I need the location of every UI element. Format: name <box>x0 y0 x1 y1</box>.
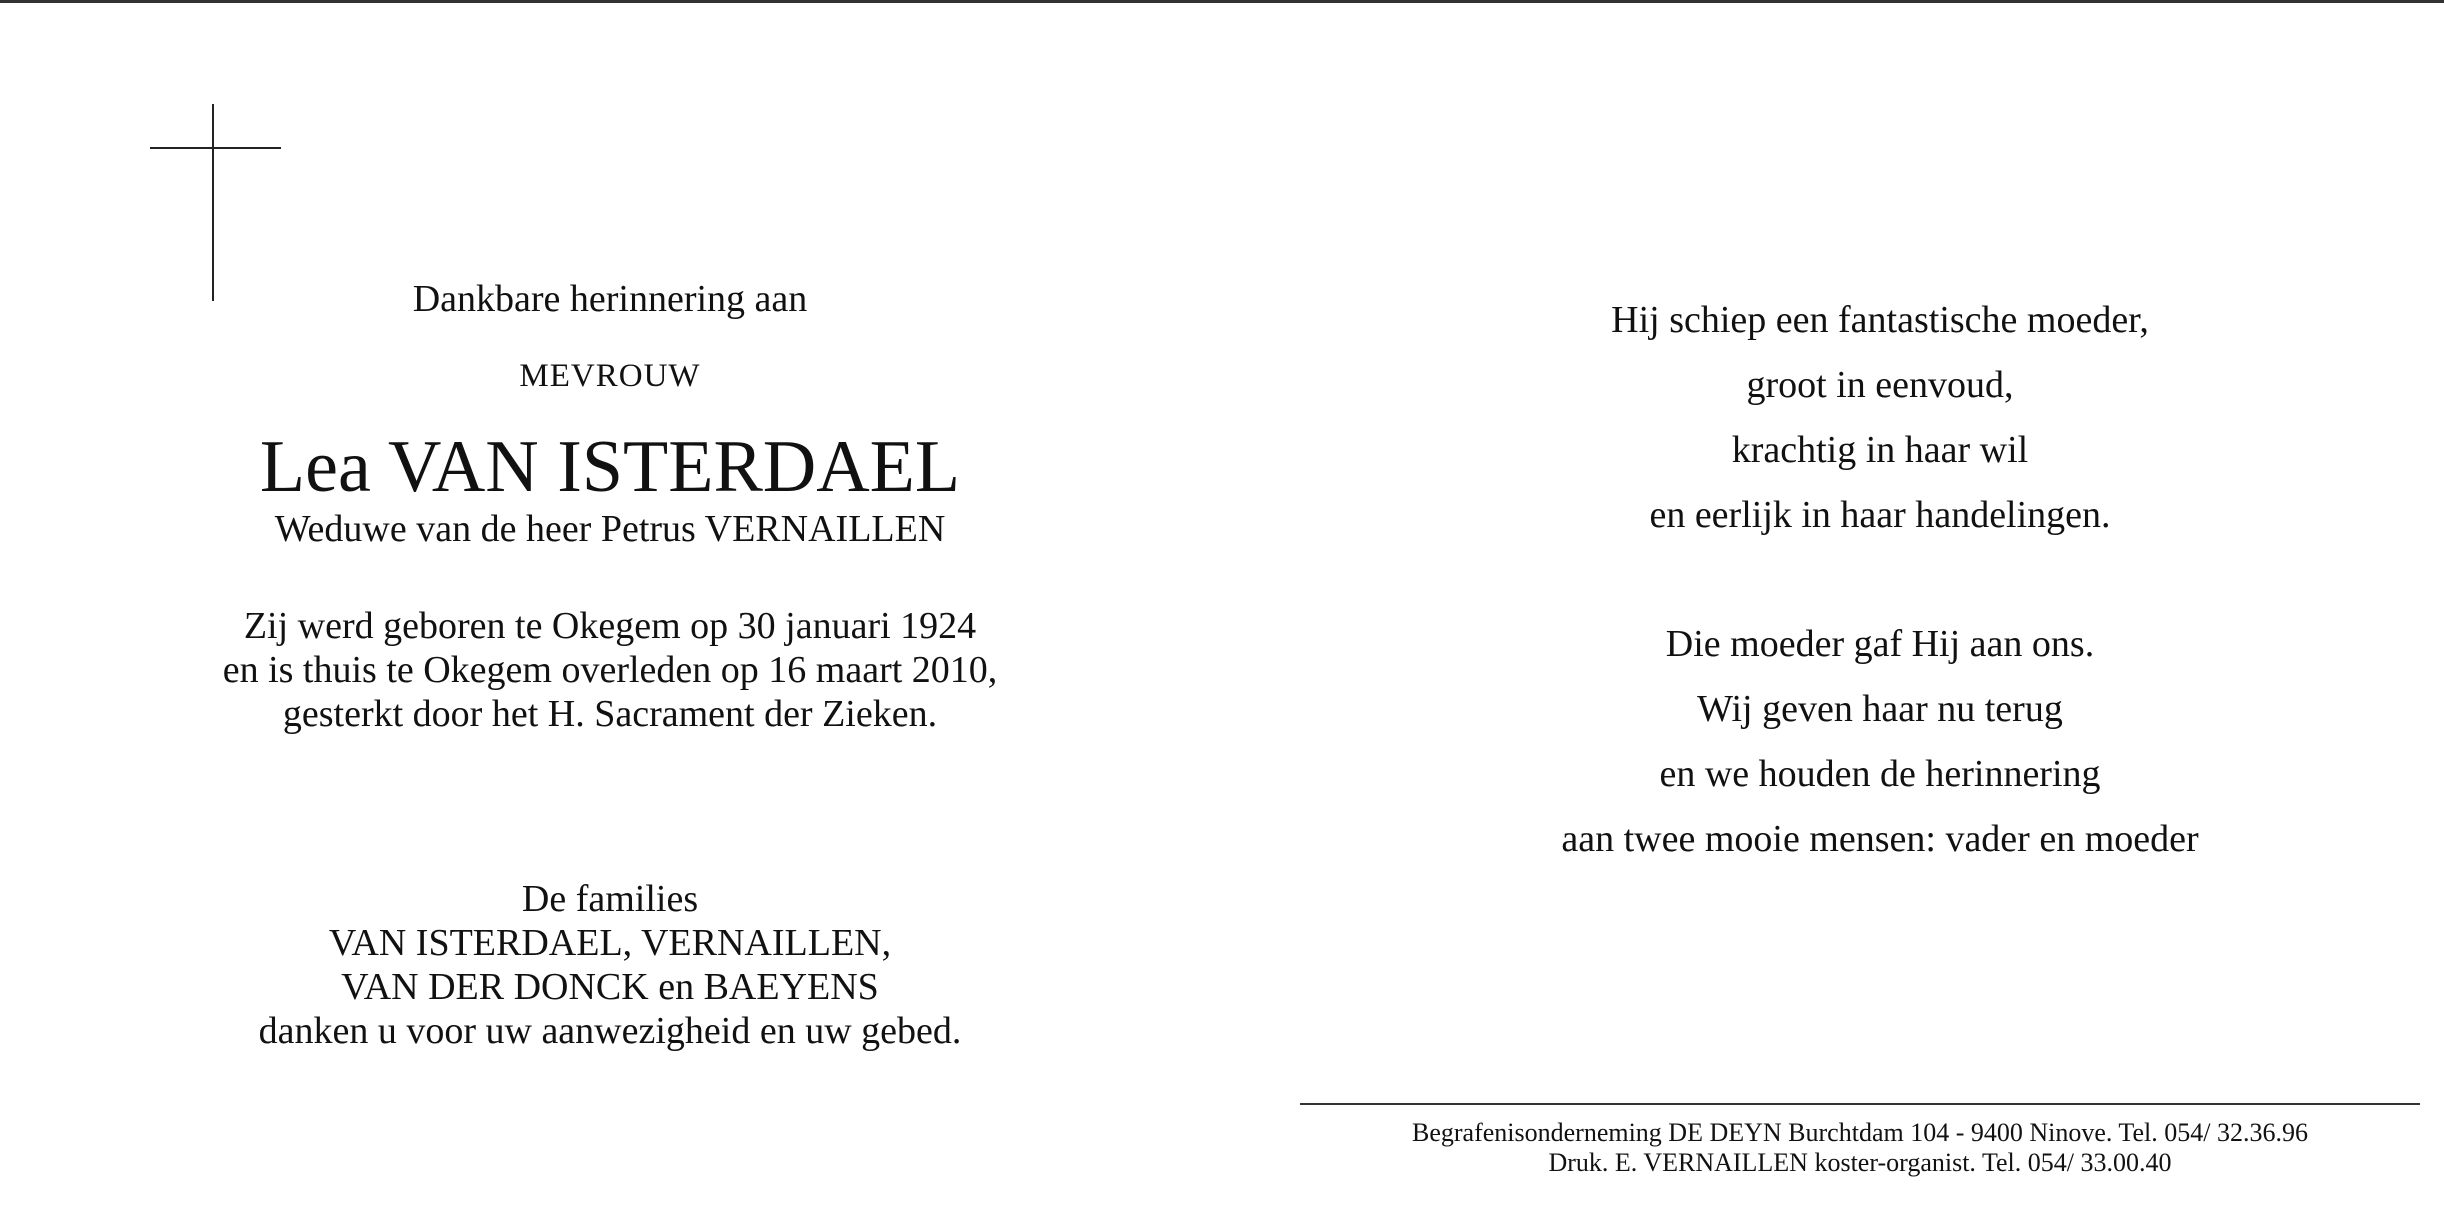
poem-line: en we houden de herinnering <box>1659 753 2101 795</box>
printer-line: Druk. E. VERNAILLEN koster-organist. Tel. 054/ 33.00.40 <box>1548 1148 2172 1177</box>
poem-stanza-2 <box>1380 612 2380 872</box>
honorific-title: MEVROUW <box>519 358 701 394</box>
biography-block <box>120 604 1100 736</box>
families-names-2: VAN DER DONCK en BAEYENS <box>341 966 879 1008</box>
widow-of-text: Weduwe van de heer Petrus VERNAILLEN <box>274 508 946 550</box>
poem-stanza-1 <box>1380 288 2380 548</box>
poem-line: Hij schiep een fantastische moeder, <box>1611 299 2149 341</box>
families-intro: De families <box>521 878 699 920</box>
poem-line: groot in eenvoud, <box>1746 364 2014 406</box>
footer <box>1300 1118 2420 1178</box>
poem-line: Wij geven haar nu terug <box>1697 688 2063 730</box>
memorial-heading: Dankbare herinnering aan <box>412 278 808 320</box>
poem-line: aan twee mooie mensen: vader en moeder <box>1561 818 2199 860</box>
poem-line: krachtig in haar wil <box>1731 429 2029 471</box>
funeral-home-line: Begrafenisonderneming DE DEYN Burchtdam 104 - 9400 Ninove. Tel. 054/ 32.36.96 <box>1412 1118 2308 1147</box>
families-block <box>120 877 1100 1053</box>
deceased-name: Lea VAN ISTERDAEL <box>259 426 961 508</box>
top-border-line <box>0 0 2444 3</box>
death-line: en is thuis te Okegem overleden op 16 maart 2010, <box>222 649 998 691</box>
families-names-1: VAN ISTERDAEL, VERNAILLEN, <box>328 922 892 964</box>
sacrament-line: gesterkt door het H. Sacrament der Zieken. <box>282 693 938 735</box>
poem-line: en eerlijk in haar handelingen. <box>1649 494 2111 536</box>
footer-divider <box>1300 1103 2420 1105</box>
cross-vertical-bar <box>212 104 214 301</box>
cross-horizontal-bar <box>150 147 281 149</box>
birth-line: Zij werd geboren te Okegem op 30 januari 1924 <box>243 605 977 647</box>
poem-line: Die moeder gaf Hij aan ons. <box>1665 623 2095 665</box>
families-thanks: danken u voor uw aanwezigheid en uw gebed. <box>258 1010 962 1052</box>
